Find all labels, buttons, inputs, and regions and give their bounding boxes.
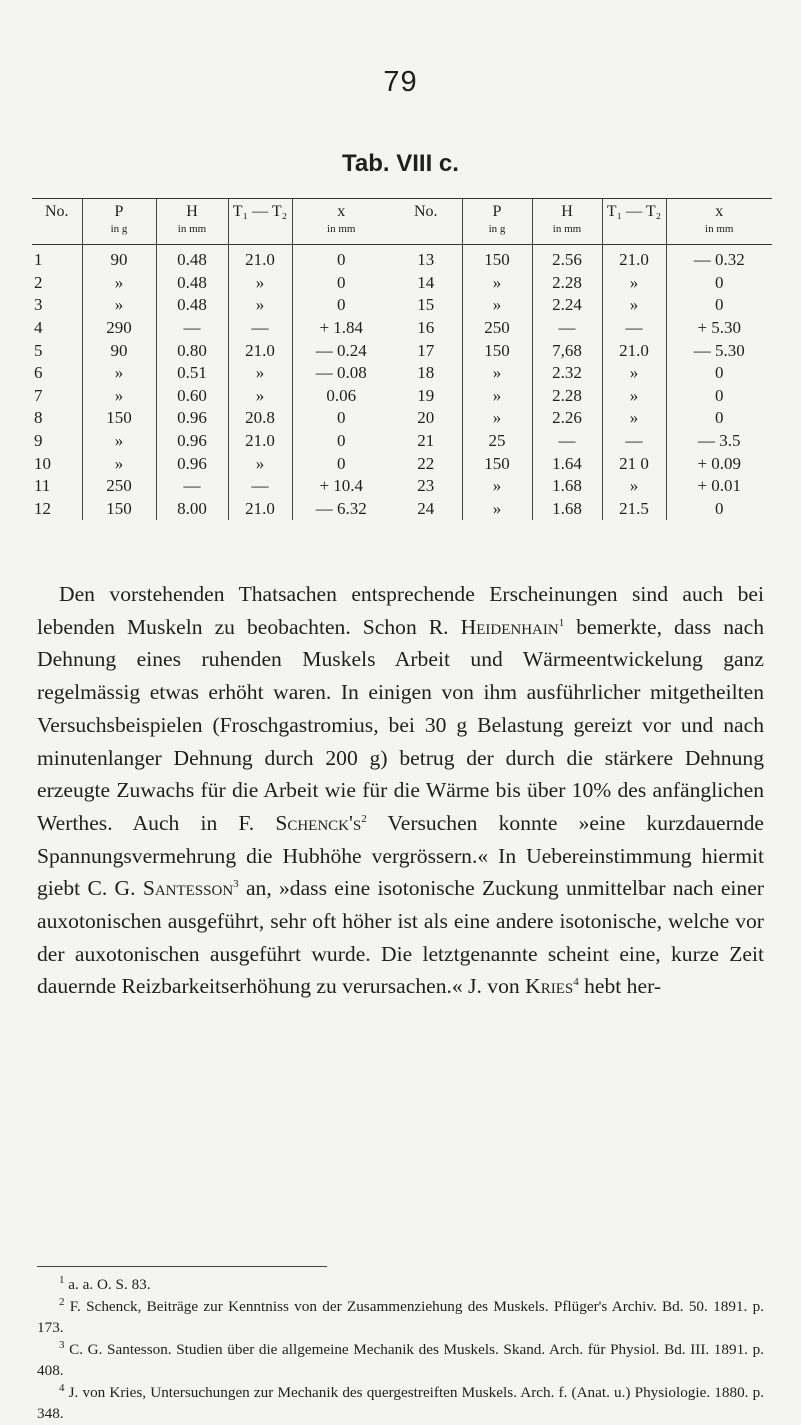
footnote-ref: 3 bbox=[233, 878, 239, 891]
table-cell: 0.48 bbox=[156, 294, 228, 317]
table-cell: 21.0 bbox=[228, 498, 292, 521]
footnote-ref: 1 bbox=[558, 616, 565, 629]
table-cell: 1.68 bbox=[532, 498, 602, 521]
table-cell: 2.24 bbox=[532, 294, 602, 317]
table-cell: 18 bbox=[417, 363, 435, 383]
table-cell: — bbox=[532, 317, 602, 340]
table-cell: 20 bbox=[417, 408, 435, 428]
table-cell: 0.48 bbox=[156, 272, 228, 295]
table-cell: » bbox=[462, 385, 532, 408]
table-cell: 25 bbox=[462, 430, 532, 453]
table-cell: — bbox=[156, 317, 228, 340]
table-cell: — bbox=[228, 317, 292, 340]
table-cell: 4 bbox=[34, 318, 43, 338]
table-cell: » bbox=[82, 430, 156, 453]
footnote-divider bbox=[37, 1266, 327, 1267]
table-cell: » bbox=[228, 294, 292, 317]
footnote-ref: 2 bbox=[361, 812, 367, 825]
table-cell: — bbox=[602, 430, 666, 453]
header-cell: P in g bbox=[82, 199, 156, 245]
table-cell: 0.96 bbox=[156, 452, 228, 475]
table-cell: 0 bbox=[666, 385, 772, 408]
table-cell: 16 bbox=[417, 318, 435, 338]
table-cell: 0 bbox=[666, 407, 772, 430]
table-cell: 14 bbox=[417, 272, 435, 292]
table-cell: » bbox=[602, 294, 666, 317]
table-cell: » bbox=[602, 385, 666, 408]
table-cell: — 5.30 bbox=[666, 339, 772, 362]
table-cell: 0 bbox=[292, 407, 390, 430]
table-cell: 0.51 bbox=[156, 362, 228, 385]
table-cell: 6 bbox=[34, 363, 43, 383]
table-cell: 7,68 bbox=[532, 339, 602, 362]
table-cell: 21.0 bbox=[602, 339, 666, 362]
table-title: Tab. VIII c. bbox=[342, 150, 459, 177]
table-cell: 290 bbox=[82, 317, 156, 340]
table-cell: » bbox=[82, 385, 156, 408]
table-row bbox=[32, 362, 772, 385]
table-row bbox=[32, 498, 772, 521]
table-cell: 2.26 bbox=[532, 407, 602, 430]
table-row bbox=[32, 245, 772, 272]
table-cell: » bbox=[228, 272, 292, 295]
table-row bbox=[32, 430, 772, 453]
table-cell: 150 bbox=[82, 498, 156, 521]
table-cell: 21.0 bbox=[228, 245, 292, 272]
table-cell: 0 bbox=[292, 452, 390, 475]
table-cell: 22 bbox=[417, 453, 435, 473]
table-cell: — bbox=[156, 475, 228, 498]
footnote-text: J. von Kries, Untersuchungen zur Mechanik des quergestreiften Muskels. Arch. f. (Anat. u.) Physiologie. 1880. p. 348. bbox=[37, 1383, 764, 1422]
header-cell: x in mm bbox=[292, 199, 390, 245]
table-cell: 8.00 bbox=[156, 498, 228, 521]
table-cell: 7 bbox=[34, 385, 43, 405]
table-cell: 3 bbox=[34, 295, 43, 315]
table-row bbox=[32, 407, 772, 430]
table-cell: » bbox=[462, 475, 532, 498]
table-cell: » bbox=[462, 362, 532, 385]
table-cell: 1.68 bbox=[532, 475, 602, 498]
table-cell: 21.0 bbox=[228, 430, 292, 453]
table-cell: » bbox=[462, 294, 532, 317]
table-row bbox=[32, 475, 772, 498]
table-cell: 10 bbox=[34, 453, 51, 473]
table-cell: 0.60 bbox=[156, 385, 228, 408]
table-cell: 2 bbox=[34, 272, 43, 292]
table-cell: 0 bbox=[292, 245, 390, 272]
body-text bbox=[37, 578, 764, 1003]
author-schenck: Schenck's bbox=[275, 810, 362, 835]
table-cell: + 0.01 bbox=[666, 475, 772, 498]
table-cell: 0 bbox=[292, 430, 390, 453]
header-cell: T₁ — T₂ bbox=[602, 199, 666, 245]
table-cell: » bbox=[228, 385, 292, 408]
table-cell: 13 bbox=[417, 250, 435, 270]
table-cell: 90 bbox=[82, 339, 156, 362]
table-cell: + 0.09 bbox=[666, 452, 772, 475]
table-cell: » bbox=[462, 407, 532, 430]
table-cell: — 0.32 bbox=[666, 245, 772, 272]
table-cell: 21.0 bbox=[228, 339, 292, 362]
author-heidenhain: Heidenhain bbox=[460, 614, 559, 639]
table-cell: » bbox=[602, 407, 666, 430]
table-row bbox=[32, 317, 772, 340]
table-cell: 5 bbox=[34, 340, 43, 360]
author-santesson: Santesson bbox=[142, 876, 234, 901]
table-cell: 21 0 bbox=[602, 452, 666, 475]
table-cell: 0.96 bbox=[156, 430, 228, 453]
footnote-text: F. Schenck, Beiträge zur Kenntniss von der Zusammenziehung des Muskels. Pflüger's Archiv. Bd. 50. 1891. p. 173. bbox=[37, 1297, 764, 1336]
footnote-text: C. G. Santesson. Studien über die allgemeine Mechanik des Muskels. Skand. Arch. für Physiol. Bd. III. 1891. p. 408. bbox=[37, 1340, 764, 1379]
table-row bbox=[32, 272, 772, 295]
data-table bbox=[32, 198, 772, 520]
footnote bbox=[37, 1382, 764, 1425]
table-cell: — bbox=[602, 317, 666, 340]
table-cell: 0.96 bbox=[156, 407, 228, 430]
footnote-number: 3 bbox=[59, 1338, 65, 1351]
table-cell: — bbox=[532, 430, 602, 453]
table-cell: 0 bbox=[666, 294, 772, 317]
table-cell: 2.28 bbox=[532, 385, 602, 408]
table-cell: — 3.5 bbox=[666, 430, 772, 453]
header-cell: H in mm bbox=[532, 199, 602, 245]
table-cell: 0 bbox=[292, 272, 390, 295]
table-cell: 2.56 bbox=[532, 245, 602, 272]
table-cell: 17 bbox=[417, 340, 435, 360]
table-cell: + 1.84 bbox=[292, 317, 390, 340]
table-cell: 0.06 bbox=[292, 385, 390, 408]
table-cell: » bbox=[602, 362, 666, 385]
table-cell: 250 bbox=[462, 317, 532, 340]
page-number: 79 bbox=[383, 66, 418, 98]
table-cell: 2.32 bbox=[532, 362, 602, 385]
table-cell: 9 bbox=[34, 431, 43, 451]
footnote-text: a. a. O. S. 83. bbox=[64, 1276, 151, 1293]
table-cell: 0 bbox=[666, 498, 772, 521]
footnote-number: 4 bbox=[59, 1381, 65, 1394]
table-cell: — 0.08 bbox=[292, 362, 390, 385]
header-cell: P in g bbox=[462, 199, 532, 245]
footnote-ref: 4 bbox=[573, 976, 579, 989]
table-cell: 19 bbox=[417, 385, 435, 405]
table-cell: — bbox=[228, 475, 292, 498]
footnote bbox=[37, 1296, 764, 1339]
table-cell: » bbox=[228, 452, 292, 475]
table-cell: 2.28 bbox=[532, 272, 602, 295]
header-cell: H in mm bbox=[156, 199, 228, 245]
table-cell: 12 bbox=[34, 498, 51, 518]
table-header-row bbox=[32, 199, 772, 245]
table-cell: 21.0 bbox=[602, 245, 666, 272]
header-cell: T₁ — T₂ bbox=[228, 199, 292, 245]
table-cell: 90 bbox=[82, 245, 156, 272]
footnote bbox=[37, 1339, 764, 1382]
header-cell: x in mm bbox=[666, 199, 772, 245]
table-row bbox=[32, 385, 772, 408]
table-cell: 0.80 bbox=[156, 339, 228, 362]
table-cell: » bbox=[462, 498, 532, 521]
table-cell: 21.5 bbox=[602, 498, 666, 521]
table-cell: 0 bbox=[666, 272, 772, 295]
table-cell: 1 bbox=[34, 250, 43, 270]
table-cell: — 0.24 bbox=[292, 339, 390, 362]
footnotes bbox=[37, 1274, 764, 1425]
header-cell: No. bbox=[390, 199, 462, 245]
table-cell: 8 bbox=[34, 408, 43, 428]
table-cell: » bbox=[602, 272, 666, 295]
table-cell: 20.8 bbox=[228, 407, 292, 430]
table-row bbox=[32, 452, 772, 475]
author-kries: Kries bbox=[525, 974, 574, 999]
table-cell: 0.48 bbox=[156, 245, 228, 272]
table-cell: » bbox=[82, 272, 156, 295]
table-cell: 150 bbox=[82, 407, 156, 430]
table-cell: 0 bbox=[292, 294, 390, 317]
table-cell: — 6.32 bbox=[292, 498, 390, 521]
table-cell: » bbox=[82, 294, 156, 317]
footnote-number: 2 bbox=[59, 1295, 65, 1308]
table-cell: » bbox=[602, 475, 666, 498]
table-cell: 24 bbox=[417, 498, 435, 518]
table-cell: 15 bbox=[417, 295, 435, 315]
table-cell: 11 bbox=[34, 476, 51, 496]
table-cell: » bbox=[228, 362, 292, 385]
table-cell: 1.64 bbox=[532, 452, 602, 475]
table-cell: + 5.30 bbox=[666, 317, 772, 340]
footnote bbox=[37, 1274, 764, 1296]
footnote-number: 1 bbox=[59, 1273, 65, 1286]
table-cell: 0 bbox=[666, 362, 772, 385]
table-cell: 150 bbox=[462, 245, 532, 272]
table-cell: 21 bbox=[417, 431, 435, 451]
table-cell: 23 bbox=[417, 476, 435, 496]
header-cell: No. bbox=[32, 199, 82, 245]
table-row bbox=[32, 339, 772, 362]
table-cell: + 10.4 bbox=[292, 475, 390, 498]
paragraph: Den vorstehenden Thatsachen entsprechende Erscheinungen sind auch bei lebenden Muskeln zu beobachten. Schon R. Heidenhain$^1$ bemerkte, dass nach Dehnung eines ruhenden Muskels Arbeit und Wärmeentwickelung ganz regelmässig etwas erhöht waren. In einigen von ihm ausführlicher mitgetheilten Versuchsbeispielen (Froschgastromius, bei 30 g Belastung gereizt vor und nach minutenlanger Dehnung durch 200 g) betrug der durch die stärkere Dehnung erzeugte Zuwachs für die Arbeit wie für die Wärme bis über 10% des anfänglichen Werthes. Auch in F. $Schenck's^2$ Versuchen konnte »eine kurzdauernde Spannungsvermehrung die Hubhöhe vergrössern.« In Uebereinstimmung hiermit giebt C. G. Santesson$^3$ an, »dass eine isotonische Zuckung unmittelbar nach einer auxotonischen ausgeführt, sehr oft höher ist als eine andere isotonische, welche vor der auxotonischen ausgeführt wurde. Die letztgenannte scheint eine, kurze Zeit dauernde Reizbarkeitserhöhung zu verursachen.« J. von Kries$^4$ hebt her- bbox=[37, 582, 765, 999]
table-cell: » bbox=[82, 452, 156, 475]
table-cell: 250 bbox=[82, 475, 156, 498]
table-cell: » bbox=[82, 362, 156, 385]
table-cell: 150 bbox=[462, 339, 532, 362]
table-cell: » bbox=[462, 272, 532, 295]
table-cell: 150 bbox=[462, 452, 532, 475]
table-row bbox=[32, 294, 772, 317]
